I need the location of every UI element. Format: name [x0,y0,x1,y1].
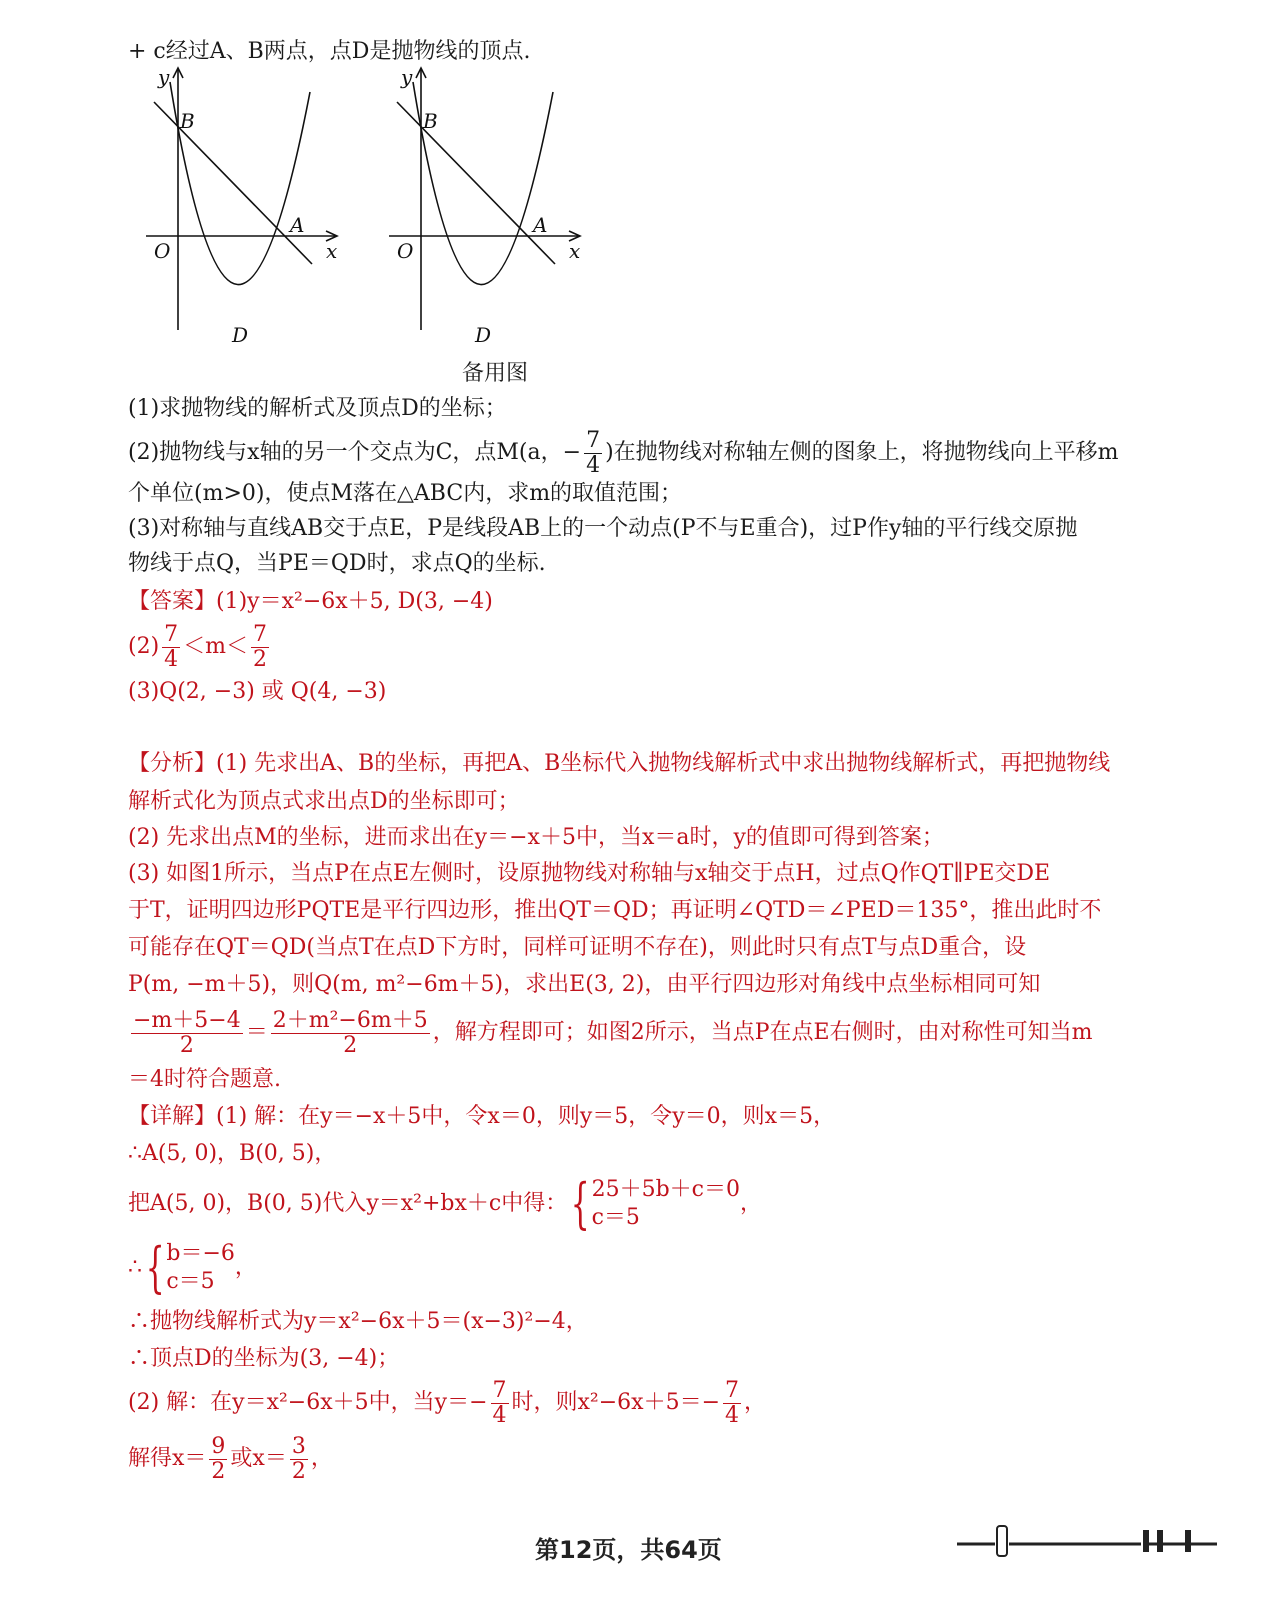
detail-4-suffix: ， [234,1255,257,1280]
label-y: y [158,65,170,89]
frac-num: 7 [725,1377,740,1403]
left-brace: { [145,1236,165,1299]
page-number: 第12页，共64页 [535,1536,722,1564]
detail-line-2: ∴A(5, 0)，B(0, 5)， [128,1141,337,1166]
detail-line-8 [128,1434,333,1484]
question-1: (1)求抛物线的解析式及顶点D的坐标； [128,396,507,421]
detail-8-b: 或x＝ [230,1446,287,1471]
analysis-frac-2 [271,1009,430,1058]
label-o: O [397,239,414,263]
detail-line-6: ∴顶点D的坐标为(3, −4)； [128,1346,400,1371]
label-o: O [154,239,171,263]
analysis-line-9: ＝4时符合题意. [128,1067,281,1092]
detail-7-b: 时，则x²−6x＋5＝− [511,1390,721,1415]
system-eq-2: c＝5 [591,1205,640,1230]
analysis-line-1: 【分析】(1) 先求出A、B的坐标，再把A、B坐标代入抛物线解析式中求出抛物线解析式，再把抛物线 [128,751,1111,776]
detail-line-1: 【详解】(1) 解：在y＝−x＋5中，令x＝0，则y＝5，令y＝0，则x＝5， [128,1104,836,1129]
answer-2-left-frac [162,623,180,672]
frac-den: 2 [211,1458,226,1484]
frac-den: 4 [725,1402,740,1428]
label-d: D [232,323,249,347]
analysis-line-8-rest: ，解方程即可；如图2所示，当点P在点E右侧时，由对称性可知当m [432,1020,1093,1045]
label-b: B [180,109,195,133]
frac-num: 9 [211,1433,226,1459]
q2-text-b: )在抛物线对称轴左侧的图象上，将抛物线向上平移m [605,440,1119,465]
system-eq-1: b＝−6 [166,1241,235,1266]
frac-num: 7 [253,621,268,647]
q2-fraction [584,429,602,478]
frac-den: 2 [291,1458,306,1484]
label-a: A [533,213,548,237]
label-a: A [290,213,305,237]
pager-widget[interactable] [955,1518,1225,1562]
label-y: y [401,65,413,89]
q2-frac-den: 4 [586,452,601,478]
left-brace: { [570,1172,590,1235]
frac-num: 7 [164,621,179,647]
analysis-line-3: (2) 先求出点M的坐标，进而求出在y＝−x＋5中，当x＝a时，y的值即可得到答案； [128,825,944,850]
detail-8-a: 解得x＝ [128,1446,207,1471]
detail-7-c: ， [744,1390,767,1415]
question-3-line-2: 物线于点Q，当PE＝QD时，求点Q的坐标. [128,551,546,576]
frac-num: 3 [291,1433,306,1459]
detail-8-c: ， [310,1446,333,1471]
analysis-line-2: 解析式化为顶点式求出点D的坐标即可； [128,789,520,814]
answer-2-mid: ＜m＜ [183,634,249,659]
detail-8-frac-1 [209,1435,227,1484]
detail-7-a: (2) 解：在y＝x²−6x＋5中，当y＝− [128,1390,488,1415]
figure-caption: 备用图 [462,361,529,386]
intro-text: + c经过A、B两点，点D是抛物线的顶点. [128,39,531,64]
analysis-line-8 [128,1008,1092,1058]
equation-system-2 [166,1240,235,1296]
parabola-figure-2 [383,62,603,352]
detail-line-5: ∴抛物线解析式为y＝x²−6x＋5＝(x−3)²−4， [128,1309,588,1334]
therefore-symbol: ∴ [128,1255,142,1280]
answer-2 [128,622,272,672]
frac-num: 7 [492,1377,507,1403]
analysis-equals: ＝ [245,1020,268,1045]
label-b: B [423,109,438,133]
system-eq-2: c＝5 [166,1269,215,1294]
detail-3-suffix: ， [740,1191,763,1216]
answer-2-right-frac [251,623,269,672]
frac-num: 2＋m²−6m＋5 [272,1007,428,1033]
answer-1: 【答案】(1)y＝x²−6x＋5, D(3, −4) [128,589,493,614]
q2-frac-num: 7 [586,427,601,453]
frac-den: 2 [253,646,268,672]
equation-system-1 [592,1176,740,1232]
pager-tick-1 [1143,1530,1149,1552]
pager-handle-left [997,1526,1007,1556]
detail-7-frac-2 [723,1379,741,1428]
analysis-line-6: 可能存在QT＝QD(当点T在点D下方时，同样可证明不存在)，则此时只有点T与点D重合，设 [128,935,1027,960]
question-2-line-1 [128,428,1119,478]
pager-tick-3 [1185,1530,1191,1552]
detail-line-7 [128,1378,766,1428]
label-d: D [475,323,492,347]
label-x: x [569,239,581,263]
analysis-line-5: 于T，证明四边形PQTE是平行四边形，推出QT＝QD；再证明∠QTD＝∠PED＝135°，推出此时不 [128,898,1102,923]
parabola-figure-1 [140,62,360,352]
system-eq-1: 25＋5b＋c＝0 [591,1177,741,1202]
analysis-frac-1 [131,1009,243,1058]
q2-text-a: (2)抛物线与x轴的另一个交点为C，点M(a，− [128,440,582,465]
analysis-line-4: (3) 如图1所示，当点P在点E左侧时，设原抛物线对称轴与x轴交于点H，过点Q作QT∥PE交DE [128,861,1051,886]
frac-den: 2 [343,1032,358,1058]
frac-num: −m＋5−4 [133,1007,241,1033]
frac-den: 4 [492,1402,507,1428]
pager-tick-2 [1157,1530,1163,1552]
answer-3: (3)Q(2, −3) 或 Q(4, −3) [128,679,387,704]
question-3-line-1: (3)对称轴与直线AB交于点E，P是线段AB上的一个动点(P不与E重合)，过P作y轴的平行线交原抛 [128,516,1078,541]
detail-8-frac-2 [290,1435,308,1484]
detail-line-3 [128,1174,762,1234]
question-2-line-2: 个单位(m>0)，使点M落在△ABC内，求m的取值范围； [128,481,683,506]
detail-3-prefix: 把A(5, 0)，B(0, 5)代入y＝x²+bx＋c中得： [128,1191,568,1216]
detail-line-4 [128,1238,257,1298]
frac-den: 4 [164,646,179,672]
detail-7-frac-1 [491,1379,509,1428]
frac-den: 2 [179,1032,194,1058]
label-x: x [326,239,338,263]
answer-2-prefix: (2) [128,634,160,659]
analysis-line-7: P(m, −m＋5)，则Q(m, m²−6m＋5)，求出E(3, 2)，由平行四边形对角线中点坐标相同可知 [128,972,1041,997]
